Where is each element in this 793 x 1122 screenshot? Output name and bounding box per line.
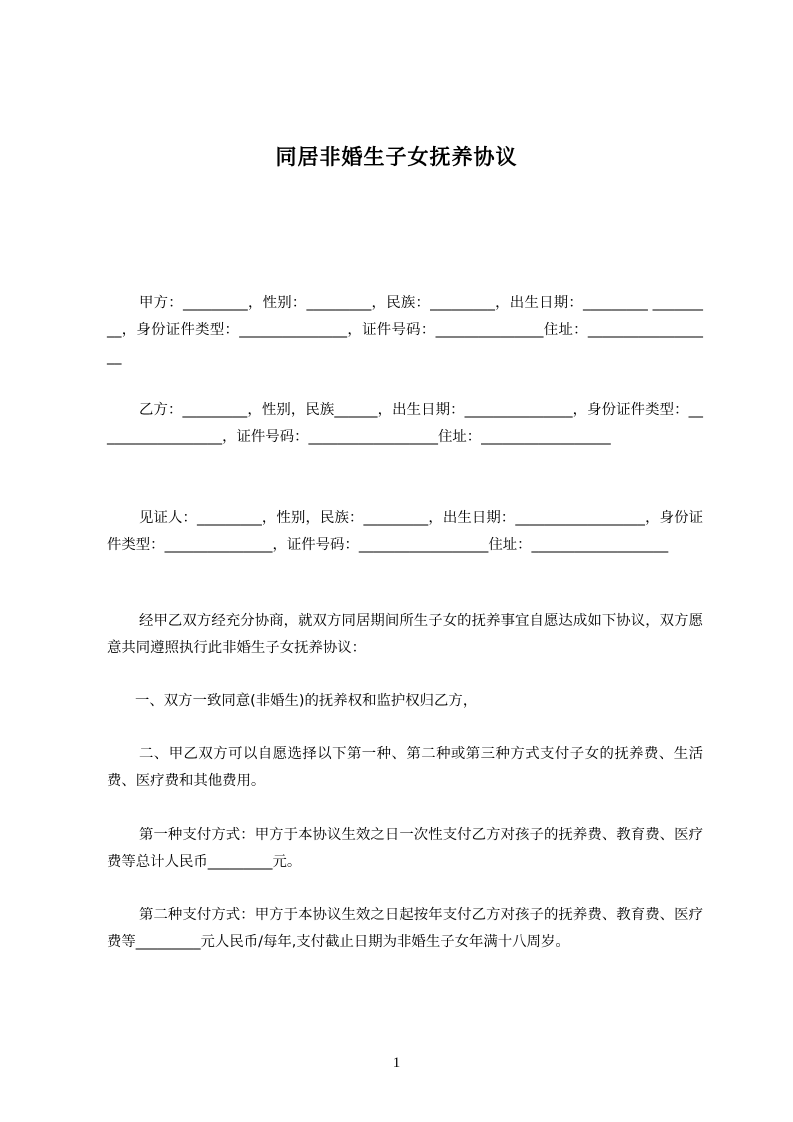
party-a-info: 甲方：_________，性别：_________，民族：_________，出生日期：_________ _________，身份证件类型：_______________，证件号码：_______________住址：__________________ xyxy=(107,295,703,365)
payment-method-one: 第一种支付方式：甲方于本协议生效之日一次性支付乙方对孩子的抚养费、教育费、医疗费等总计人民币_________元。 xyxy=(107,827,703,870)
clause-two: 二、甲乙双方可以自愿选择以下第一种、第二种或第三种方式支付子女的抚养费、生活费、医疗费和其他费用。 xyxy=(107,746,703,789)
party-b-info: 乙方：_________，性别，民族______，出生日期：_______________，身份证件类型：__________________，证件号码：__________________住址：__________________ xyxy=(107,402,703,445)
payment-method-two: 第二种支付方式：甲方于本协议生效之日起按年支付乙方对孩子的抚养费、教育费、医疗费等_________元人民币/每年,支付截止日期为非婚生子女年满十八周岁。 xyxy=(107,907,703,950)
agreement-preamble: 经甲乙双方经充分协商，就双方同居期间所生子女的抚养事宜自愿达成如下协议，双方愿意共同遵照执行此非婚生子女抚养协议： xyxy=(107,613,703,656)
document-title: 同居非婚生子女抚养协议 xyxy=(275,145,518,169)
clause-one: 一、双方一致同意(非婚生)的抚养权和监护权归乙方， xyxy=(135,693,478,709)
witness-info: 见证人：_________，性别，民族：_________，出生日期：__________________，身份证件类型：_______________，证件号码：__________________住址：___________________ xyxy=(107,510,703,553)
page-number: 1 xyxy=(392,1055,401,1071)
